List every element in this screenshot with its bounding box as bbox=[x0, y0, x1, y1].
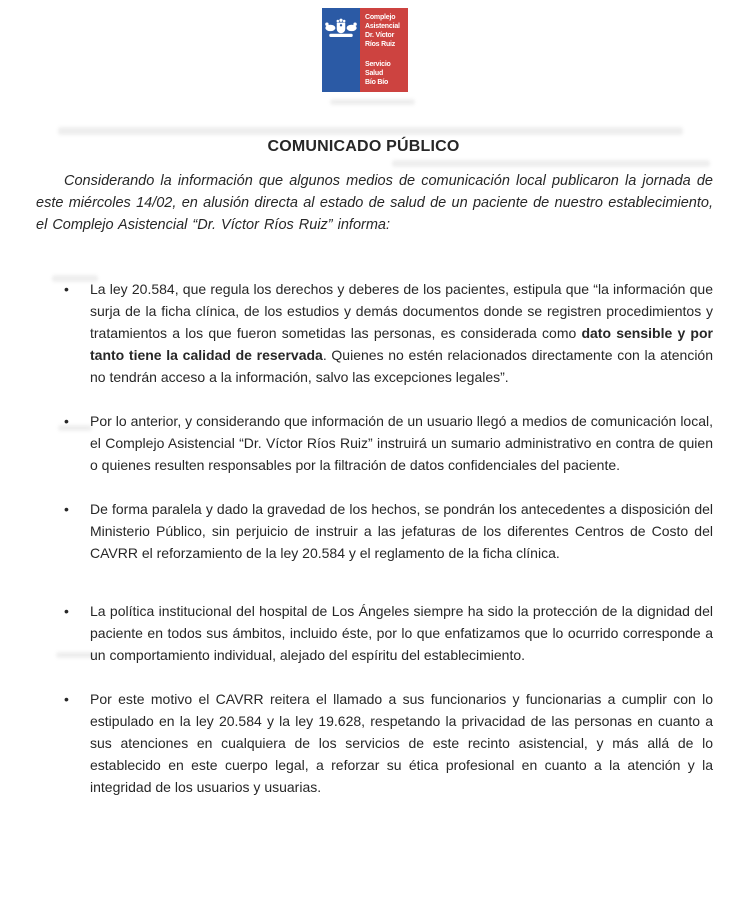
bullet-item-4 bbox=[36, 600, 713, 666]
bullet-text: De forma paralela y dado la gravedad de los hechos, se pondrán los antecedentes a disposición del Ministerio Público, sin perjuicio de instruir a las jefaturas de los diferentes Centros de Costo del CAVRR el reforzamiento de la ley 20.584 y el reglamento de la ficha clínica. bbox=[90, 501, 713, 561]
bullet-text: La ley 20.584, que regula los derechos y deberes de los pacientes, estipula que “la información que surja de la ficha clínica, de los estudios y demás documentos donde se registren procedimientos y tratamientos a los que fueron sometidas las personas, es considerada como bbox=[90, 281, 713, 341]
bullet-item-5 bbox=[36, 688, 713, 798]
chile-coat-of-arms-icon bbox=[324, 17, 358, 41]
bullet-marker: • bbox=[64, 691, 69, 707]
hospital-logo bbox=[322, 8, 408, 92]
bullet-item-2 bbox=[36, 410, 713, 476]
scan-artifact bbox=[330, 99, 415, 105]
logo-org-name bbox=[365, 13, 405, 49]
logo-org-line: Dr. Víctor bbox=[365, 32, 395, 39]
bullet-text: . Quienes no estén relacionados directamente con la atención no tendrán acceso a la información, salvo las excepciones legales”. bbox=[90, 347, 714, 385]
bullet-text-bold: dato sensible y por tanto tiene la calidad de reservada bbox=[90, 325, 713, 363]
bullet-marker: • bbox=[64, 501, 69, 517]
bullet-marker: • bbox=[64, 281, 69, 297]
logo-red-panel bbox=[360, 8, 408, 92]
logo-org-line: Complejo bbox=[365, 14, 396, 21]
logo-org-line: Ríos Ruiz bbox=[365, 41, 396, 48]
bullet-marker: • bbox=[64, 413, 69, 429]
logo-blue-panel bbox=[322, 8, 360, 92]
bullet-text: Por lo anterior, y considerando que información de un usuario llegó a medios de comunicación local, el Complejo Asistencial “Dr. Víctor Ríos Ruiz” instruirá un sumario administrativo en contra de quien o quienes resulten responsables por la filtración de datos confidenciales del paciente. bbox=[90, 413, 713, 473]
bullet-item-1 bbox=[36, 278, 713, 388]
bullet-item-3 bbox=[36, 498, 713, 564]
document-title: COMUNICADO PÚBLICO bbox=[267, 138, 460, 155]
bullet-text: La política institucional del hospital de Los Ángeles siempre ha sido la protección de la dignidad del paciente en todos sus ámbitos, incluido éste, por lo que enfatizamos que lo ocurrido corresponde a un comportamiento individual, alejado del espíritu del establecimiento. bbox=[90, 603, 713, 663]
scan-artifact bbox=[58, 127, 683, 135]
bullet-marker: • bbox=[64, 603, 69, 619]
logo-service-line: Servicio Salud bbox=[365, 61, 391, 77]
logo-org-line: Asistencial bbox=[365, 23, 400, 30]
logo-service-name bbox=[365, 60, 408, 87]
intro-paragraph: Considerando la información que algunos medios de comunicación local publicaron la jornada de este miércoles 14/02, en alusión directa al estado de salud de un paciente de nuestro establecimiento, el Complejo Asistencial “Dr. Víctor Ríos Ruiz” informa: bbox=[36, 173, 713, 233]
document-body bbox=[36, 136, 713, 820]
logo-service-line: Bío Bío bbox=[365, 79, 389, 86]
bullet-text: Por este motivo el CAVRR reitera el llamado a sus funcionarios y funcionarias a cumplir con lo estipulado en la ley 20.584 y la ley 19.628, respetando la privacidad de las personas en cuanto a sus atenciones en cualquiera de los servicios de este recinto asistencial, y más allá de lo establecido en este cuerpo legal, a reforzar su ética profesional en cuanto a la atención y la integridad de los usuarios y usuarias. bbox=[90, 691, 713, 795]
